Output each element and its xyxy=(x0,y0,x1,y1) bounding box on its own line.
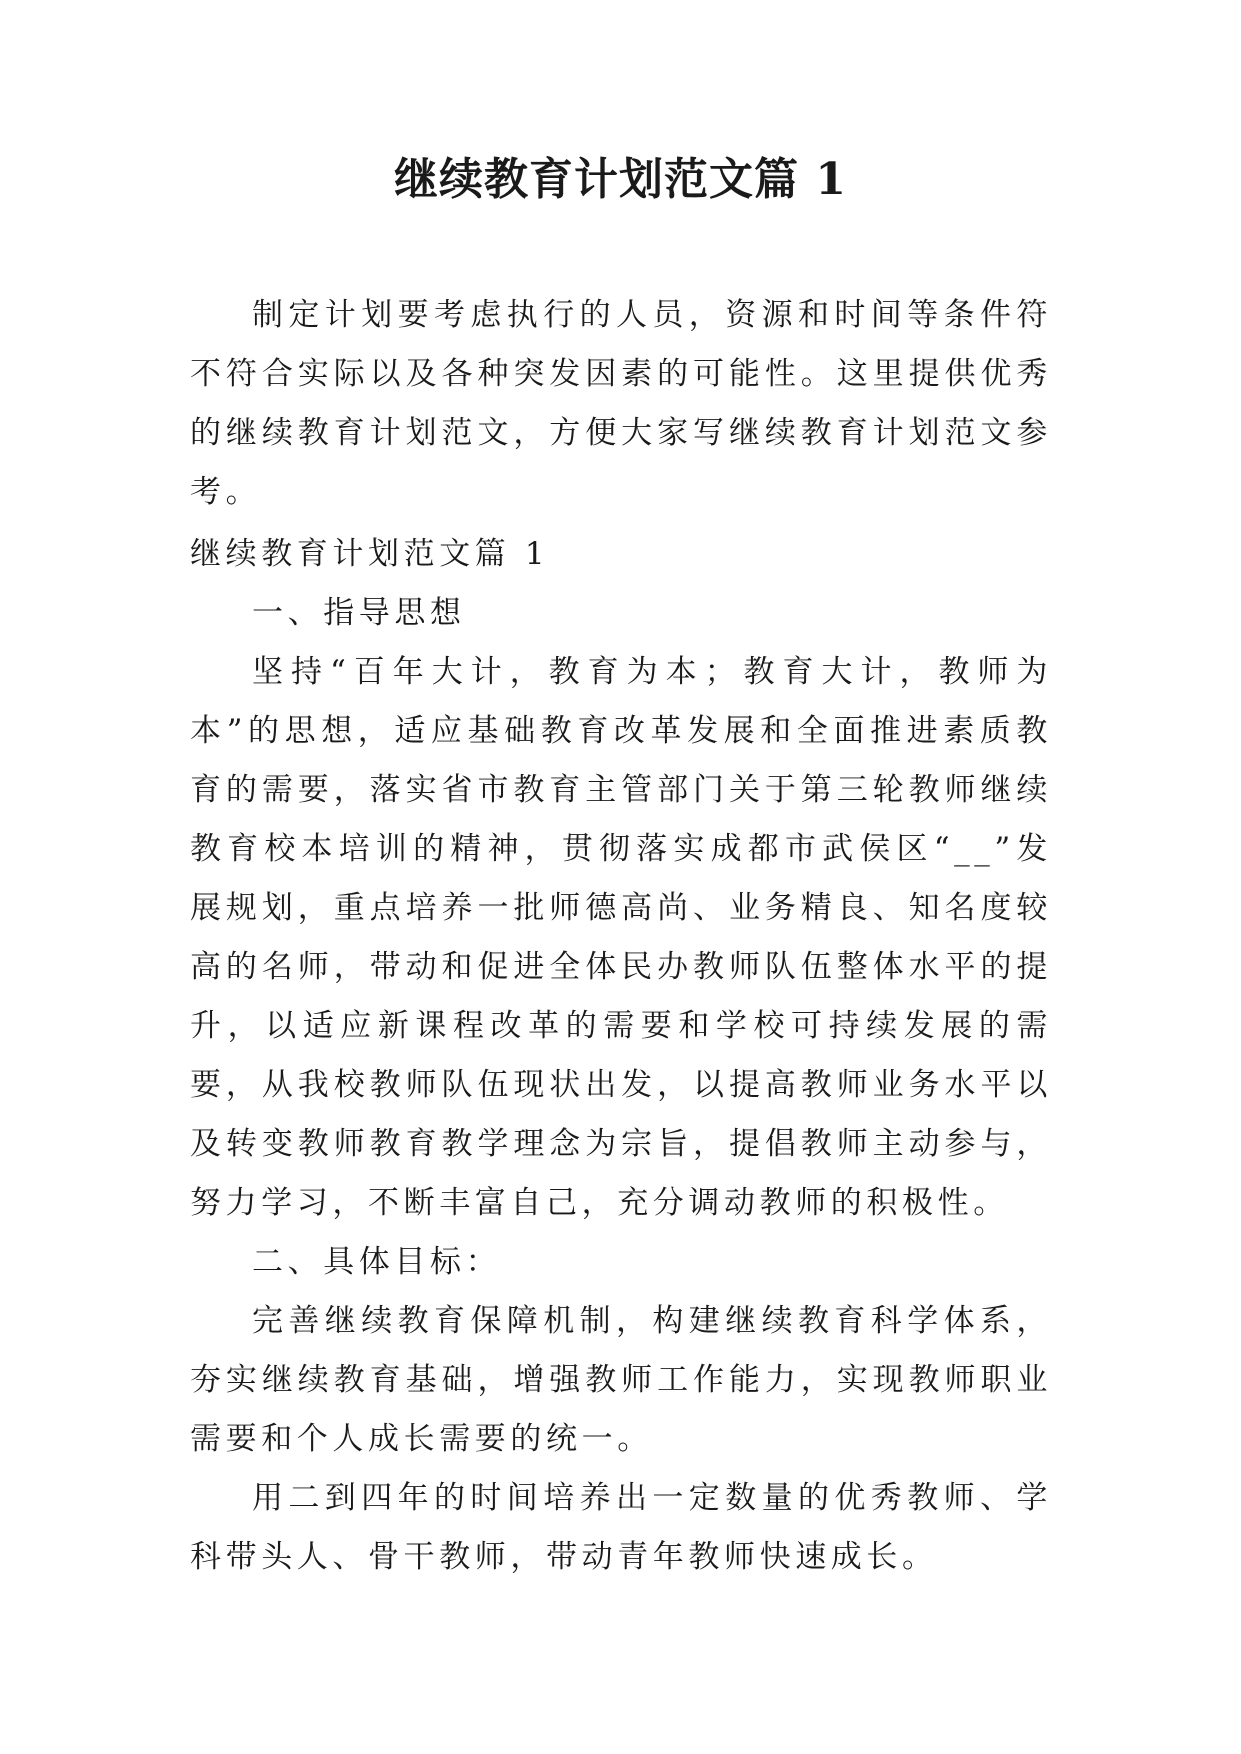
paragraph-goals-training: 用二到四年的时间培养出一定数量的优秀教师、学科带头人、骨干教师，带动青年教师快速成长。 xyxy=(190,1480,1052,1575)
paragraph-guiding-ideology: 坚持“百年大计，教育为本；教育大计，教师为本”的思想，适应基础教育改革发展和全面推进素质教育的需要，落实省市教育主管部门关于第三轮教师继续教育校本培训的精神，贯彻落实成都市武侯区“__”发展规划，重点培养一批师德高尚、业务精良、知名度较高的名师，带动和促进全体民办教师队伍整体水平的提升，以适应新课程改革的需要和学校可持续发展的需要，从我校教师队伍现状出发，以提高教师业务水平以及转变教师教育教学理念为宗旨，提倡教师主动参与，努力学习，不断丰富自己，充分调动教师的积极性。 xyxy=(190,654,1052,1221)
intro-block xyxy=(190,286,1052,522)
paragraph-goals-mechanism: 完善继续教育保障机制，构建继续教育科学体系，夯实继续教育基础，增强教师工作能力，实现教师职业需要和个人成长需要的统一。 xyxy=(190,1303,1052,1457)
document-title: 继续教育计划范文篇 1 xyxy=(394,154,847,205)
main-content xyxy=(190,525,1052,1587)
section-title: 继续教育计划范文篇 1 xyxy=(190,536,550,572)
heading-guiding-ideology: 一、指导思想 xyxy=(252,595,466,631)
heading-specific-goals: 二、具体目标： xyxy=(252,1244,502,1280)
intro-paragraph: 制定计划要考虑执行的人员，资源和时间等条件符不符合实际以及各种突发因素的可能性。这里提供优秀的继续教育计划范文，方便大家写继续教育计划范文参考。 xyxy=(190,297,1052,510)
